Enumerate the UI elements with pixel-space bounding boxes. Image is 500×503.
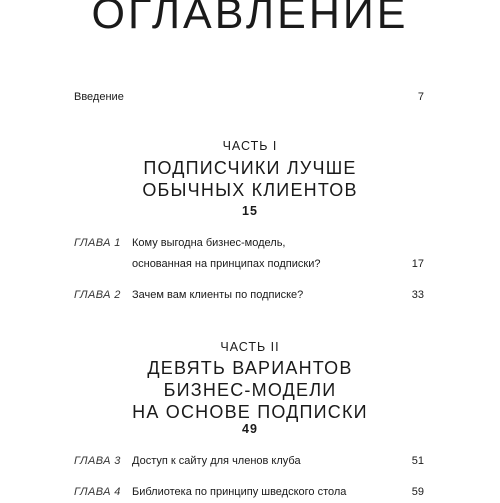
chapter-label: ГЛАВА 1 [74,237,121,249]
chapter-page-number: 33 [411,289,424,301]
part-2-page-number: 49 [242,422,258,436]
page-title: ОГЛАВЛЕНИЕ [91,0,409,38]
part-2-title-line-1[interactable]: ДЕВЯТЬ ВАРИАНТОВ [147,358,353,378]
chapter-label: ГЛАВА 2 [74,289,121,301]
chapter-page-number: 59 [411,486,424,498]
chapter-title: Библиотека по принципу шведского стола [132,486,347,498]
part-1-title-line-2[interactable]: ОБЫЧНЫХ КЛИЕНТОВ [142,180,358,200]
chapter-title-line-2: основанная на принципах подписки? [132,258,321,270]
toc-entry-introduction[interactable] [74,90,424,104]
part-2-label: ЧАСТЬ II [220,340,280,354]
toc-entry-label: Введение [74,91,124,103]
chapter-label: ГЛАВА 4 [74,486,121,498]
part-2-title-line-2[interactable]: БИЗНЕС-МОДЕЛИ [163,380,337,400]
part-1-label: ЧАСТЬ I [222,139,278,153]
part-1-title-line-1[interactable]: ПОДПИСЧИКИ ЛУЧШЕ [143,158,357,178]
chapter-title: Доступ к сайту для членов клуба [132,455,301,467]
chapter-page-number: 17 [411,258,424,270]
chapter-title: Зачем вам клиенты по подписке? [132,289,304,301]
part-2-title-line-3[interactable]: НА ОСНОВЕ ПОДПИСКИ [132,402,368,422]
chapter-title-line-1: Кому выгодна бизнес-модель, [132,237,286,249]
chapter-page-number: 51 [411,455,424,467]
part-1-page-number: 15 [242,204,258,218]
chapter-label: ГЛАВА 3 [74,455,121,467]
toc-entry-page-number: 7 [417,91,424,103]
